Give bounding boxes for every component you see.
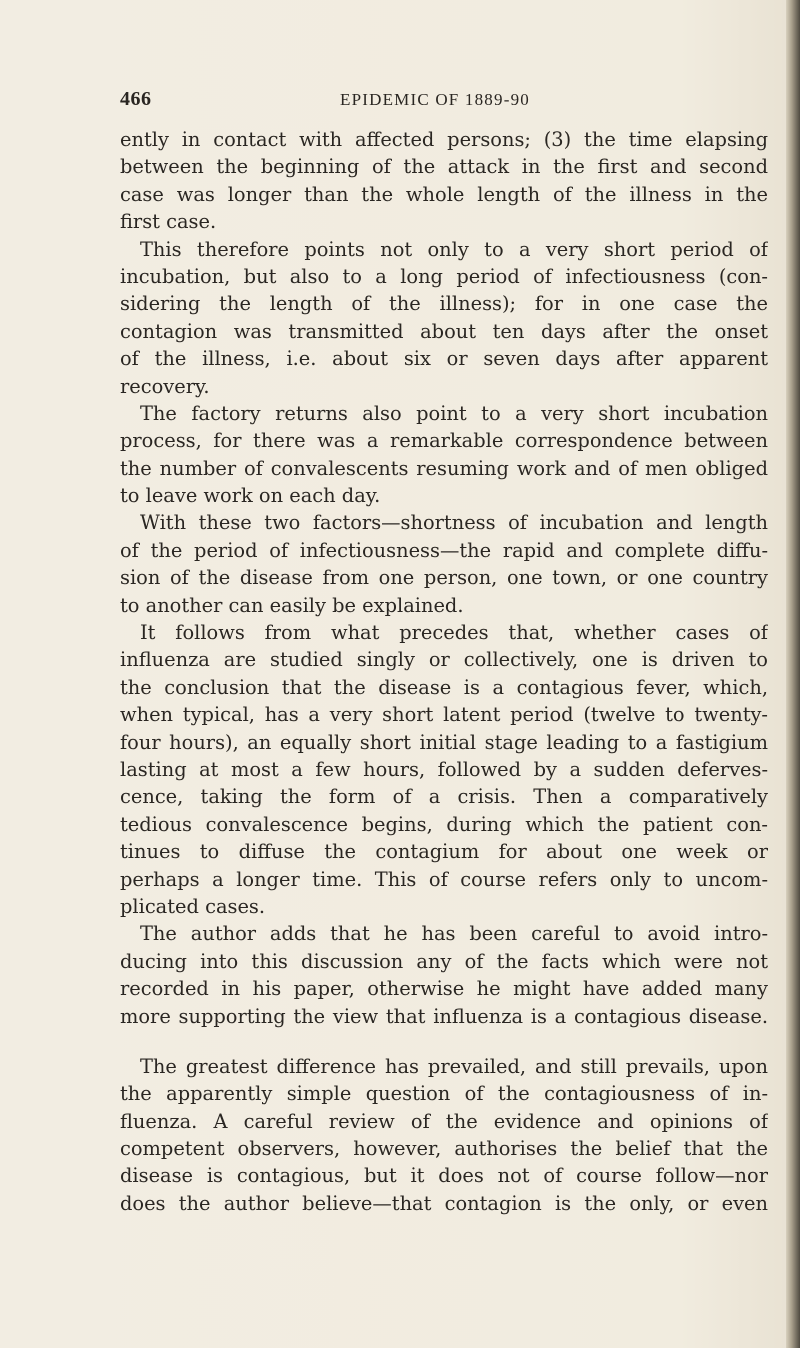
text-line: disease is contagious, but it does not of course follow—nor [120, 1164, 768, 1188]
body-text [120, 126, 768, 1217]
text-line: plicated cases. [120, 894, 266, 918]
text-line: fluenza. A careful review of the evidence and opinions of [120, 1109, 768, 1133]
text-line: The factory returns also point to a very short incubation [140, 401, 768, 425]
paragraph [120, 619, 768, 920]
paragraph [120, 920, 768, 1030]
paragraph [120, 126, 768, 236]
text-line: the apparently simple question of the contagiousness of in- [120, 1082, 768, 1106]
text-line: It follows from what precedes that, whether cases of [140, 621, 768, 645]
text-line: cence, taking the form of a crisis. Then a comparatively [120, 785, 768, 809]
text-line: of the period of infectiousness—the rapid and complete diffu- [120, 538, 768, 562]
text-line: recorded in his paper, otherwise he might have added many [120, 977, 768, 1001]
text-line: recovery. [120, 374, 210, 398]
paragraph-gap [120, 1030, 768, 1053]
text-line: sidering the length of the illness); for in one case the [120, 292, 768, 316]
paragraph [120, 509, 768, 619]
text-line: ently in contact with affected persons; (3) the time elapsing [120, 128, 768, 151]
text-line: lasting at most a few hours, followed by a sudden deferves- [120, 757, 768, 781]
text-line: tedious convalescence begins, during which the patient con- [120, 812, 768, 836]
paragraph [120, 1053, 768, 1217]
text-line: when typical, has a very short latent period (twelve to twenty- [120, 703, 768, 727]
text-line: The author adds that he has been careful to avoid intro- [140, 922, 768, 946]
text-line: perhaps a longer time. This of course refers only to uncom- [120, 867, 768, 891]
paragraph [120, 400, 768, 510]
text-line: ducing into this discussion any of the facts which were not [120, 949, 768, 973]
text-line: This therefore points not only to a very short period of [140, 237, 768, 261]
page-header [120, 88, 770, 116]
text-line: incubation, but also to a long period of infectiousness (con- [120, 264, 768, 288]
text-line: contagion was transmitted about ten days after the onset [120, 319, 768, 343]
text-line: first case. [120, 210, 217, 234]
text-line: more supporting the view that influenza is a contagious disease. [120, 1004, 768, 1028]
text-line: does the author believe—that contagion is the only, or even [120, 1191, 768, 1215]
text-line: to another can easily be explained. [120, 593, 464, 617]
text-line: of the illness, i.e. about six or seven days after apparent [120, 347, 768, 371]
paragraph [120, 236, 768, 400]
text-line: With these two factors—shortness of incubation and length [140, 511, 768, 535]
text-line: case was longer than the whole length of the illness in the [120, 182, 768, 206]
text-line: the number of convalescents resuming work and of men obliged [120, 456, 768, 480]
page-number: 466 [120, 88, 152, 110]
text-line: sion of the disease from one person, one town, or one country [120, 566, 768, 590]
text-line: to leave work on each day. [120, 484, 381, 508]
text-line: The greatest difference has prevailed, and still prevails, upon [140, 1054, 768, 1078]
book-binding-edge [786, 0, 800, 1348]
text-line: tinues to diffuse the contagium for about one week or [120, 840, 768, 864]
text-line: between the beginning of the attack in the first and second [120, 155, 768, 179]
text-line: the conclusion that the disease is a contagious fever, which, [120, 675, 768, 699]
text-line: four hours), an equally short initial stage leading to a fastigium [120, 730, 768, 754]
text-line: influenza are studied singly or collectively, one is driven to [120, 648, 768, 672]
text-line: process, for there was a remarkable correspondence between [120, 429, 768, 453]
running-head: EPIDEMIC OF 1889-90 [340, 90, 530, 109]
text-line: competent observers, however, authorises the belief that the [120, 1137, 768, 1161]
